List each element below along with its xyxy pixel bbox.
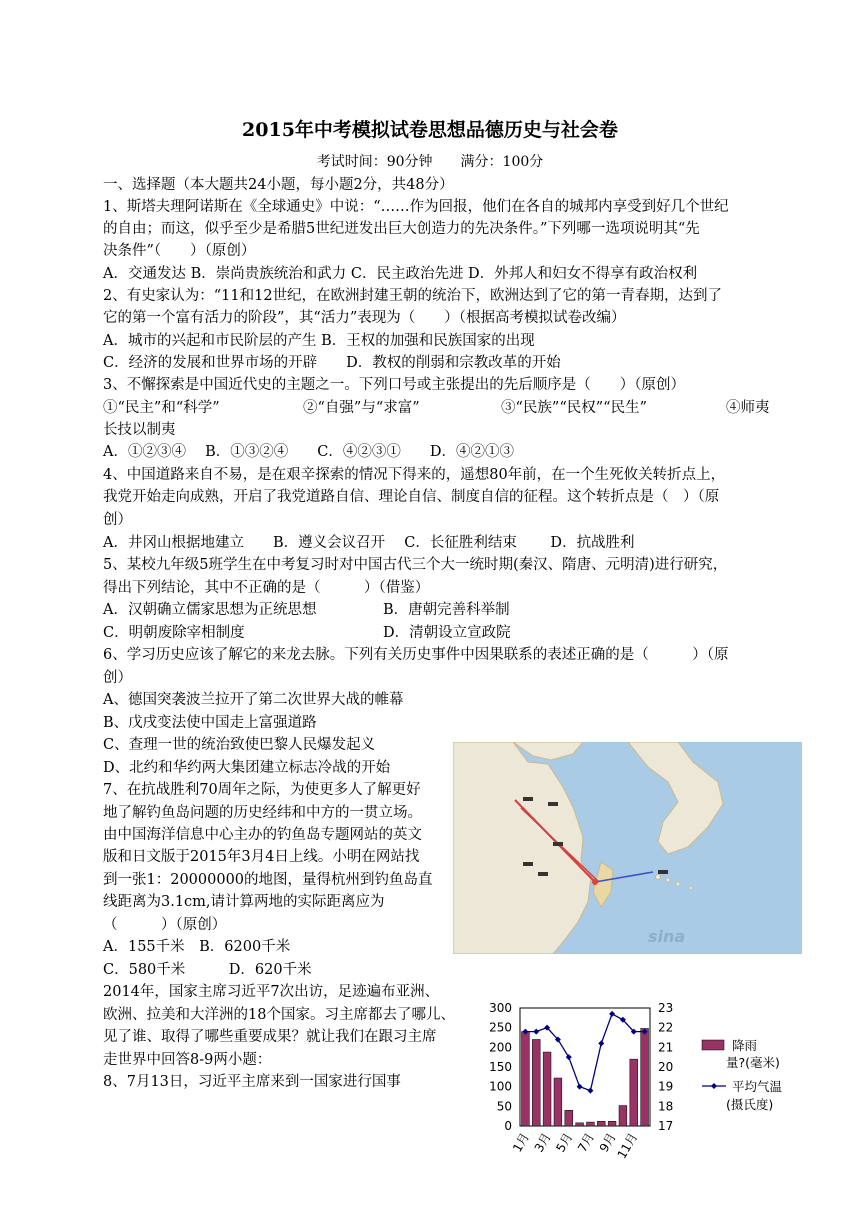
map-watermark: sina <box>648 927 686 946</box>
chart-legend <box>702 1038 783 1112</box>
option: B．唐朝完善科举制 <box>383 602 510 618</box>
rain-bar <box>587 1122 595 1126</box>
question-2-line: 它的第一个富有活力的阶段”，其“活力”表现为（ ）（根据高考模拟试卷改编） <box>103 310 626 326</box>
question-6-line: 创） <box>103 670 132 686</box>
question-5-line: 5、某校九年级5班学生在中考复习时对中国古代三个大一统时期(秦汉、隋唐、元明清)进行研究， <box>103 557 728 573</box>
rain-bars <box>522 1028 649 1126</box>
question-4-line: 创） <box>103 512 132 528</box>
exam-info: 考试时间：90分钟 满分：100分 <box>316 154 544 170</box>
rain-bar <box>565 1110 573 1126</box>
legend-temp-marker <box>711 1083 717 1089</box>
question-7-line: 地了解钓鱼岛问题的历史经纬和中方的一贯立场。 <box>103 805 422 821</box>
option: D．清朝设立宣政院 <box>383 625 511 641</box>
left-axis-tick-label: 100 <box>489 1079 512 1094</box>
right-axis-tick-label: 20 <box>658 1060 674 1074</box>
legend-temp-label: (摄氏度) <box>726 1097 774 1112</box>
x-axis-tick-label: 11月 <box>614 1130 641 1162</box>
rain-bar <box>554 1078 562 1126</box>
question-4-line: 我党开始走向成熟，开启了我党道路自信、理论自信、制度自信的征程。这个转折点是（ ）（原 <box>103 489 720 505</box>
question-3-item: ③“民族”“民权”“民生” <box>501 400 647 416</box>
right-axis-tick-label: 19 <box>658 1079 674 1094</box>
question-3-item: ①“民主”和“科学” <box>103 400 220 416</box>
question-1-options: A．交通发达 B．崇尚贵族统治和武力 C．民主政治先进 D．外邦人和妇女不得享有政治权利 <box>103 266 698 282</box>
question-6-option: B、戊戌变法使中国走上富强道路 <box>103 715 317 731</box>
temp-line <box>522 1011 647 1094</box>
question-7-line: 由中国海洋信息中心主办的钓鱼岛专题网站的英文 <box>103 827 422 843</box>
left-axis-tick-label: 250 <box>489 1020 512 1035</box>
left-axis-tick-label: 0 <box>504 1119 512 1133</box>
rain-bar <box>630 1059 638 1126</box>
question-6-option: A、德国突袭波兰拉开了第二次世界大战的帷幕 <box>103 692 404 708</box>
question-6-option: C、查理一世的统治致使巴黎人民爆发起义 <box>103 737 376 753</box>
legend-temp-label: 平均气温 <box>732 1079 783 1094</box>
rain-bar <box>597 1121 605 1126</box>
diaoyu-map-image <box>453 742 802 954</box>
legend-rain-swatch <box>702 1040 724 1050</box>
question-7-line: （ ）（原创） <box>103 917 227 933</box>
question-2-options: C．经济的发展和世界市场的开辟 D．教权的削弱和宗教改革的开始 <box>103 355 561 371</box>
question-1-line: 决条件”（ ）（原创） <box>103 243 256 259</box>
right-axis-tick-label: 22 <box>658 1020 674 1035</box>
temp-point <box>587 1088 593 1094</box>
x-axis-tick-label: 3月 <box>531 1130 554 1155</box>
question-7-options: C．580千米 D．620千米 <box>103 962 312 978</box>
question-5-options <box>103 622 511 644</box>
climate-chart <box>470 996 840 1201</box>
question-3-options: A．①②③④ B．①③②④ C．④②③① D．④②①③ <box>103 444 514 460</box>
question-7-options: A．155千米 B．6200千米 <box>103 939 291 955</box>
intro-line: 走世界中回答8-9两小题： <box>103 1052 272 1068</box>
question-3-item: ④师夷 <box>726 400 770 416</box>
x-axis-tick-label: 5月 <box>553 1130 576 1155</box>
x-axis-tick-label: 7月 <box>575 1130 598 1155</box>
temp-point <box>577 1084 583 1090</box>
left-axis-tick-label: 300 <box>489 1001 512 1015</box>
rain-bar <box>576 1123 584 1126</box>
question-4-line: 4、中国道路来自不易，是在艰辛探索的情况下得来的，遥想80年前，在一个生死攸关转折点上， <box>103 467 726 483</box>
temp-point <box>533 1029 539 1035</box>
rain-bar <box>532 1039 540 1126</box>
right-axis-tick-label: 21 <box>658 1040 674 1055</box>
question-3-line: 3、不懈探索是中国近代史的主题之一。下列口号或主张提出的先后顺序是（ ）（原创） <box>103 377 685 393</box>
left-axis-tick-label: 150 <box>489 1060 512 1074</box>
option: A．汉朝确立儒家思想为正统思想 <box>103 602 317 618</box>
rain-bar <box>608 1121 616 1126</box>
temp-point <box>566 1054 572 1060</box>
right-axis-tick-label: 23 <box>658 1001 674 1015</box>
x-axis-tick-label: 9月 <box>596 1130 619 1155</box>
rain-bar <box>522 1032 530 1126</box>
question-8-line: 8、7月13日，习近平主席来到一国家进行国事 <box>103 1074 401 1090</box>
left-axis-tick-label: 50 <box>496 1099 512 1114</box>
page-title: 2015年中考模拟试卷思想品德历史与社会卷 <box>242 119 618 141</box>
legend-rain-label: 量?(毫米) <box>726 1055 780 1070</box>
rain-bar <box>619 1106 627 1126</box>
question-7-line: 线距离为3.1cm,请计算两地的实际距离应为 <box>103 894 385 910</box>
left-axis-tick-label: 200 <box>489 1040 512 1055</box>
question-7-line: 到一张1：20000000的地图，量得杭州到钓鱼岛直 <box>103 872 433 888</box>
intro-line: 欧洲、拉美和大洋洲的18个国家。习主席都去了哪儿、 <box>103 1007 455 1023</box>
diaoyu-marker <box>592 879 598 885</box>
right-axis-tick-label: 18 <box>658 1099 674 1114</box>
right-axis-tick-label: 17 <box>658 1119 674 1133</box>
temp-point <box>598 1040 604 1046</box>
question-3-line: 长技以制夷 <box>103 422 176 438</box>
question-7-line: 7、在抗战胜利70周年之际，为使更多人了解更好 <box>103 782 421 798</box>
question-5-options <box>103 599 510 621</box>
question-6-line: 6、学习历史应该了解它的来龙去脉。下列有关历史事件中因果联系的表述正确的是（ ）（原 <box>103 647 729 663</box>
option: C．明朝废除宰相制度 <box>103 625 245 641</box>
question-2-options: A．城市的兴起和市民阶层的产生 B．王权的加强和民族国家的出现 <box>103 333 535 349</box>
question-3-items <box>103 397 770 419</box>
rain-bar <box>543 1052 551 1126</box>
question-7-line: 版和日文版于2015年3月4日上线。小明在网站找 <box>103 849 420 865</box>
question-3-item: ②“自强”与“求富” <box>303 400 420 416</box>
section-title: 一、选择题（本大题共24小题，每小题2分，共48分） <box>103 177 454 193</box>
legend-rain-label: 降雨 <box>732 1038 758 1053</box>
question-2-line: 2、有史家认为：“11和12世纪，在欧洲封建王朝的统治下，欧洲达到了它的第一青春期，达到了 <box>103 288 723 304</box>
question-1-line: 1、斯塔夫理阿诺斯在《全球通史》中说：“……作为回报，他们在各自的城邦内享受到好几个世纪 <box>103 199 729 215</box>
question-1-line: 的自由；而这，似乎至少是希腊5世纪迸发出巨大创造力的先决条件。”下列哪一选项说明其“先 <box>103 221 700 237</box>
x-axis-tick-label: 1月 <box>510 1130 533 1155</box>
question-6-option: D、北约和华约两大集团建立标志冷战的开始 <box>103 760 391 776</box>
intro-line: 2014年，国家主席习近平7次出访，足迹遍布亚洲、 <box>103 984 440 1000</box>
question-5-line: 得出下列结论，其中不正确的是（ ）（借鉴） <box>103 580 430 596</box>
temp-point <box>609 1011 615 1017</box>
rain-bar <box>641 1028 649 1126</box>
question-4-options: A．井冈山根据地建立 B．遵义会议召开 C．长征胜利结束 D．抗战胜利 <box>103 535 635 551</box>
intro-line: 见了谁、取得了哪些重要成果？就让我们在跟习主席 <box>103 1029 437 1045</box>
